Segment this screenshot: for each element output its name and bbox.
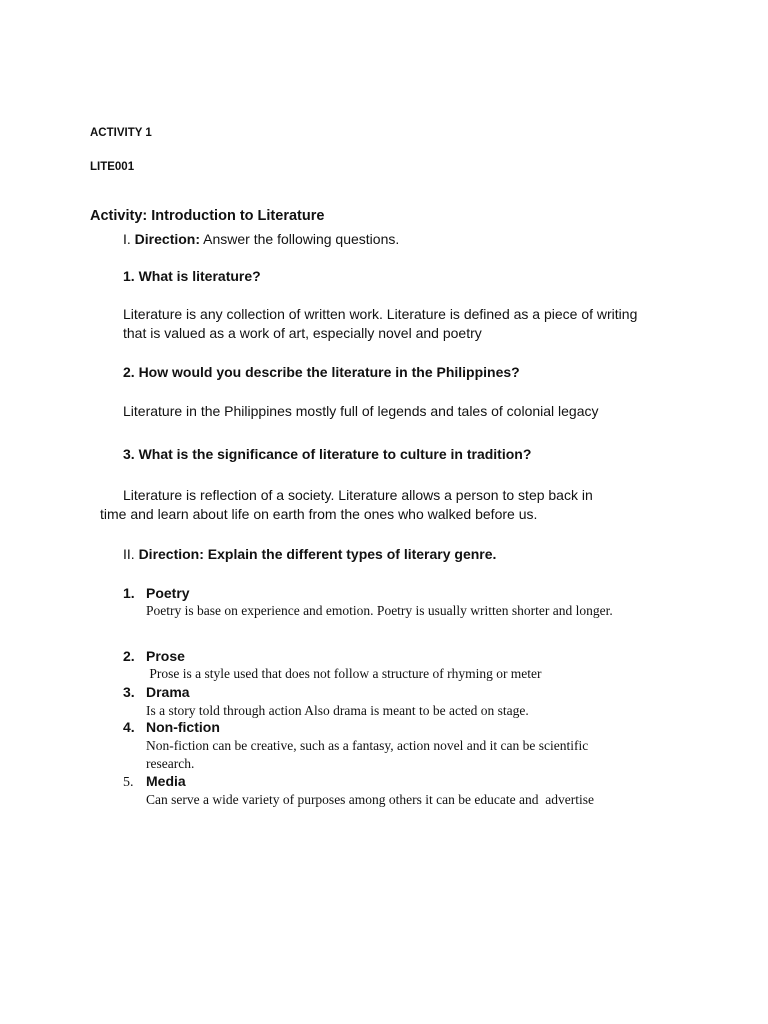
question-2: 2. How would you describe the literature in the Philippines? bbox=[123, 364, 520, 380]
answer-3-line-1: Literature is reflection of a society. Literature allows a person to step back in bbox=[123, 487, 593, 503]
genre-number: 1. bbox=[123, 585, 135, 601]
genre-name: Prose bbox=[146, 648, 185, 664]
genre-description: Can serve a wide variety of purposes among others it can be educate and advertise bbox=[146, 792, 594, 807]
question-3: 3. What is the significance of literature to culture in tradition? bbox=[123, 446, 532, 462]
question-1: 1. What is literature? bbox=[123, 268, 261, 284]
part1-direction-label: Direction: bbox=[134, 231, 201, 247]
genre-name: Poetry bbox=[146, 585, 190, 601]
course-code: LITE001 bbox=[90, 161, 135, 173]
part2-direction-label: Direction: bbox=[138, 546, 204, 562]
part1-direction-text: Answer the following questions. bbox=[203, 231, 400, 247]
genre-item bbox=[123, 719, 220, 735]
genre-description: Prose is a style used that does not follow a structure of rhyming or meter bbox=[146, 666, 542, 681]
part2-direction-text: Explain the different types of literary genre. bbox=[207, 546, 497, 562]
genre-number: 2. bbox=[123, 648, 135, 664]
answer-1-line-2: that is valued as a work of art, especially novel and poetry bbox=[123, 325, 482, 341]
genre-description: Non-fiction can be creative, such as a fantasy, action novel and it can be scientific bbox=[146, 738, 589, 753]
answer-3-line-2: time and learn about life on earth from the ones who walked before us. bbox=[100, 506, 538, 522]
genre-item bbox=[123, 648, 185, 664]
part2-numeral: II. bbox=[123, 546, 135, 562]
part1-numeral: I. bbox=[123, 231, 131, 247]
genre-number: 5. bbox=[123, 775, 134, 790]
part2-direction bbox=[123, 546, 496, 562]
genre-description: Poetry is base on experience and emotion. Poetry is usually written shorter and longer. bbox=[146, 603, 613, 618]
genre-item bbox=[123, 585, 190, 601]
genre-name: Non-fiction bbox=[146, 719, 220, 735]
activity-number: ACTIVITY 1 bbox=[90, 127, 152, 139]
answer-2-line-1: Literature in the Philippines mostly full of legends and tales of colonial legacy bbox=[123, 403, 599, 419]
genre-description: research. bbox=[146, 756, 195, 771]
genre-number: 3. bbox=[123, 684, 135, 700]
genre-description: Is a story told through action Also drama is meant to be acted on stage. bbox=[146, 703, 529, 718]
answer-1-line-1: Literature is any collection of written work. Literature is defined as a piece of writing bbox=[123, 306, 638, 322]
genre-number: 4. bbox=[123, 719, 135, 735]
genre-item bbox=[123, 773, 186, 791]
part1-direction bbox=[123, 231, 399, 247]
genre-name: Media bbox=[146, 773, 186, 789]
page-title: Activity: Introduction to Literature bbox=[90, 208, 325, 224]
genre-item bbox=[123, 684, 190, 700]
genre-name: Drama bbox=[146, 684, 190, 700]
